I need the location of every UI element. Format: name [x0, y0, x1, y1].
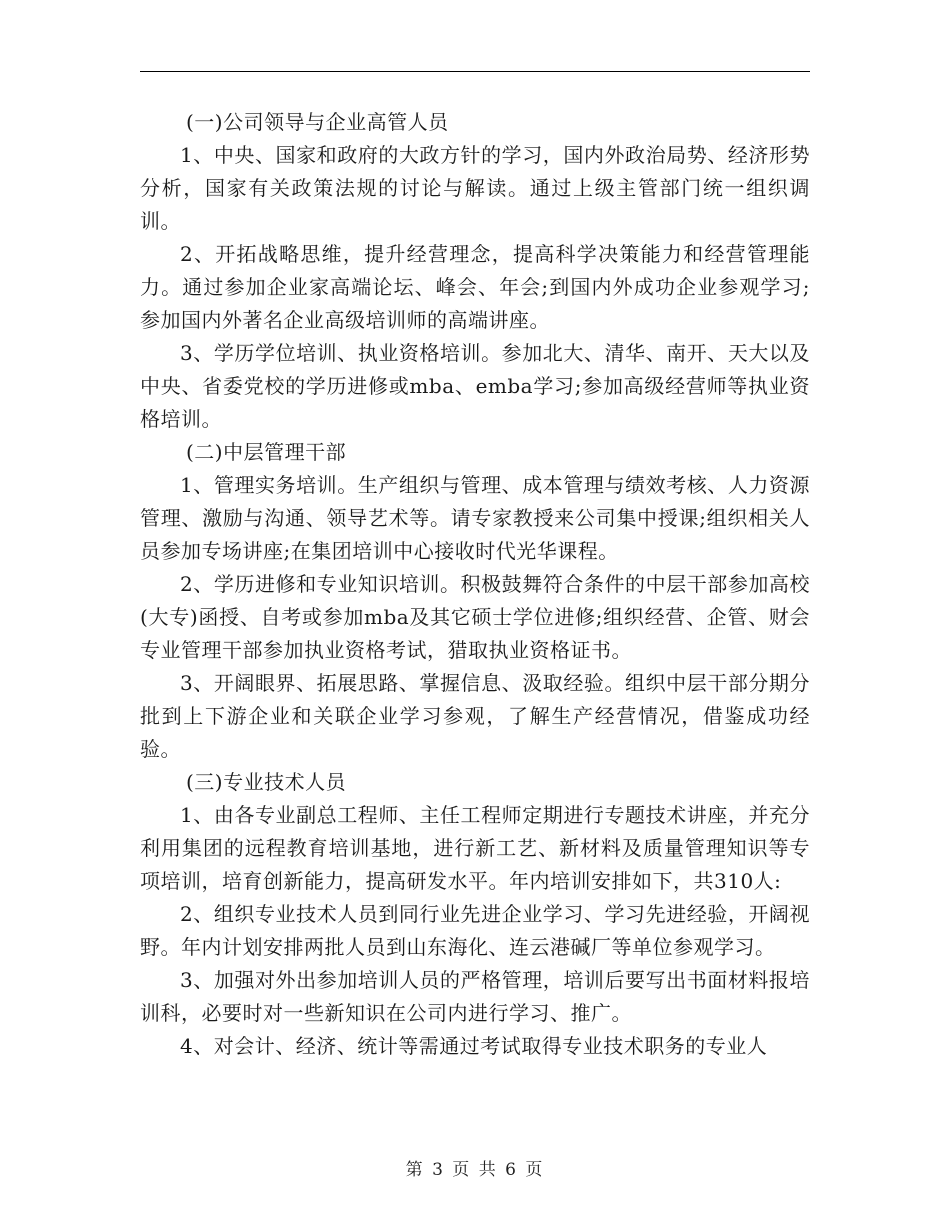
- section-heading: (一)公司领导与企业高管人员: [186, 110, 449, 134]
- paragraph: 1、由各专业副总工程师、主任工程师定期进行专题技术讲座，并充分利用集团的远程教育培训基地，进行新工艺、新材料及质量管理知识等专项培训，培育创新能力，提高研发水平。年内培训安排如下，共310人:: [140, 803, 810, 893]
- paragraph: 2、组织专业技术人员到同行业先进企业学习、学习先进经验，开阔视野。年内计划安排两批人员到山东海化、连云港碱厂等单位参观学习。: [140, 902, 810, 959]
- section-heading: (二)中层管理干部: [186, 440, 347, 464]
- paragraph: 1、管理实务培训。生产组织与管理、成本管理与绩效考核、人力资源管理、激励与沟通、领导艺术等。请专家教授来公司集中授课;组织相关人员参加专场讲座;在集团培训中心接收时代光华课程。: [140, 473, 810, 563]
- section-company-leaders: [140, 106, 810, 436]
- paragraph: 3、学历学位培训、执业资格培训。参加北大、清华、南开、天大以及中央、省委党校的学历进修或mba、emba学习;参加高级经营师等执业资格培训。: [140, 341, 810, 431]
- section-technical-staff: [140, 766, 810, 1063]
- document-body: [140, 106, 810, 1063]
- paragraph: 1、中央、国家和政府的大政方针的学习，国内外政治局势、经济形势分析，国家有关政策法规的讨论与解读。通过上级主管部门统一组织调训。: [140, 143, 810, 233]
- paragraph: 4、对会计、经济、统计等需通过考试取得专业技术职务的专业人: [180, 1034, 768, 1058]
- paragraph: 2、学历进修和专业知识培训。积极鼓舞符合条件的中层干部参加高校(大专)函授、自考或参加mba及其它硕士学位进修;组织经营、企管、财会专业管理干部参加执业资格考试，猎取执业资格证书。: [140, 572, 810, 662]
- section-middle-managers: [140, 436, 810, 766]
- section-heading: (三)专业技术人员: [186, 770, 347, 794]
- paragraph: 3、开阔眼界、拓展思路、掌握信息、汲取经验。组织中层干部分期分批到上下游企业和关联企业学习参观，了解生产经营情况，借鉴成功经验。: [140, 671, 810, 761]
- header-rule: [140, 71, 810, 72]
- page-number: 第 3 页 共 6 页: [405, 1160, 545, 1180]
- paragraph: 2、开拓战略思维，提升经营理念，提高科学决策能力和经营管理能力。通过参加企业家高端论坛、峰会、年会;到国内外成功企业参观学习;参加国内外著名企业高级培训师的高端讲座。: [140, 242, 810, 332]
- paragraph: 3、加强对外出参加培训人员的严格管理，培训后要写出书面材料报培训科，必要时对一些新知识在公司内进行学习、推广。: [140, 968, 810, 1025]
